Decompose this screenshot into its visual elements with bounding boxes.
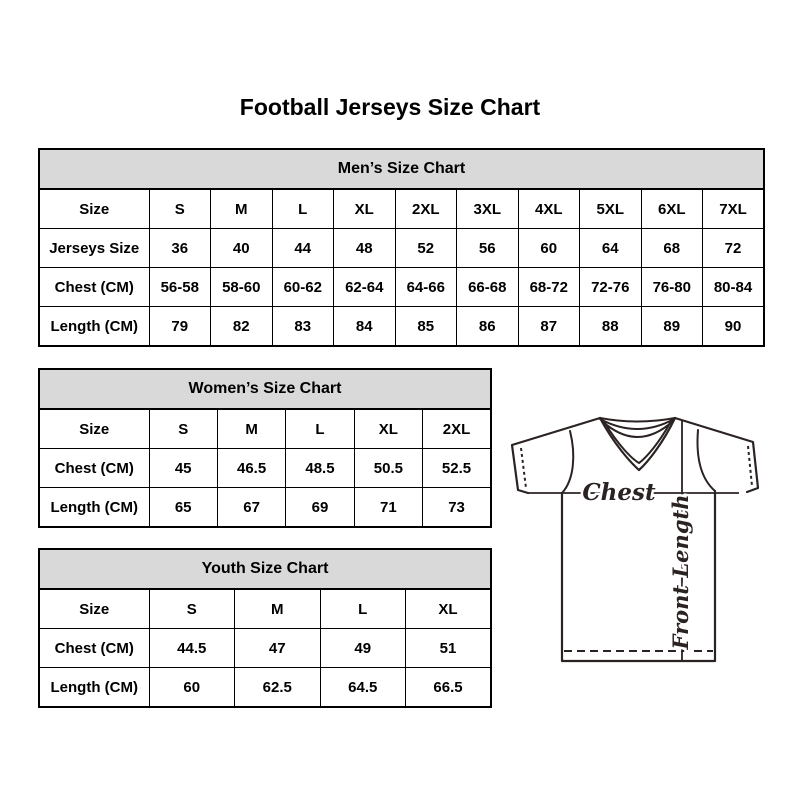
value-cell: 58-60 xyxy=(211,268,273,307)
value-cell: 44.5 xyxy=(149,629,235,668)
mens-table-title: Men’s Size Chart xyxy=(39,149,764,189)
value-cell: 52.5 xyxy=(423,449,491,488)
value-cell: 69 xyxy=(286,488,354,528)
jersey-right-cuff-stitch xyxy=(748,446,752,486)
youth-table-title: Youth Size Chart xyxy=(39,549,491,589)
womens-table-header-row xyxy=(39,369,491,409)
womens-table-title: Women’s Size Chart xyxy=(39,369,491,409)
table-row xyxy=(39,589,491,629)
value-cell: 72 xyxy=(703,229,765,268)
value-cell: 60-62 xyxy=(272,268,334,307)
value-cell: 62.5 xyxy=(235,668,321,708)
value-cell: 88 xyxy=(580,307,642,347)
value-cell: 65 xyxy=(149,488,217,528)
page-title: Football Jerseys Size Chart xyxy=(239,94,541,120)
value-cell: 83 xyxy=(272,307,334,347)
mens-table-body xyxy=(39,189,764,346)
youth-table-body xyxy=(39,589,491,707)
womens-size-table xyxy=(38,368,492,528)
value-cell: 82 xyxy=(211,307,273,347)
row-label-cell: Chest (CM) xyxy=(39,449,149,488)
value-cell: 2XL xyxy=(395,189,457,229)
row-label-cell: Size xyxy=(39,409,149,449)
row-label-cell: Chest (CM) xyxy=(39,268,149,307)
mens-table-header-row xyxy=(39,149,764,189)
value-cell: L xyxy=(320,589,406,629)
value-cell: M xyxy=(235,589,321,629)
jersey-right-sleeve xyxy=(675,418,758,492)
value-cell: 73 xyxy=(423,488,491,528)
jersey-left-cuff-stitch xyxy=(521,448,526,488)
value-cell: L xyxy=(272,189,334,229)
value-cell: 66.5 xyxy=(406,668,492,708)
womens-table-body xyxy=(39,409,491,527)
value-cell: 51 xyxy=(406,629,492,668)
value-cell: 3XL xyxy=(457,189,519,229)
row-label-cell: Length (CM) xyxy=(39,488,149,528)
value-cell: 52 xyxy=(395,229,457,268)
value-cell: 4XL xyxy=(518,189,580,229)
value-cell: 36 xyxy=(149,229,211,268)
mens-size-table xyxy=(38,148,765,347)
value-cell: XL xyxy=(406,589,492,629)
value-cell: L xyxy=(286,409,354,449)
jersey-collar-top xyxy=(600,418,675,422)
table-row xyxy=(39,189,764,229)
value-cell: 5XL xyxy=(580,189,642,229)
value-cell: 85 xyxy=(395,307,457,347)
value-cell: 7XL xyxy=(703,189,765,229)
value-cell: 89 xyxy=(641,307,703,347)
value-cell: M xyxy=(217,409,285,449)
jersey-measurement-diagram xyxy=(502,410,762,668)
row-label-cell: Jerseys Size xyxy=(39,229,149,268)
table-row xyxy=(39,629,491,668)
value-cell: M xyxy=(211,189,273,229)
row-label-cell: Chest (CM) xyxy=(39,629,149,668)
table-row xyxy=(39,307,764,347)
value-cell: 45 xyxy=(149,449,217,488)
value-cell: 2XL xyxy=(423,409,491,449)
value-cell: 6XL xyxy=(641,189,703,229)
table-row xyxy=(39,268,764,307)
value-cell: 48 xyxy=(334,229,396,268)
value-cell: 76-80 xyxy=(641,268,703,307)
value-cell: 80-84 xyxy=(703,268,765,307)
row-label-cell: Size xyxy=(39,589,149,629)
youth-table-header-row xyxy=(39,549,491,589)
value-cell: 48.5 xyxy=(286,449,354,488)
value-cell: 72-76 xyxy=(580,268,642,307)
value-cell: 68-72 xyxy=(518,268,580,307)
value-cell: 62-64 xyxy=(334,268,396,307)
value-cell: 60 xyxy=(518,229,580,268)
value-cell: 49 xyxy=(320,629,406,668)
value-cell: 40 xyxy=(211,229,273,268)
value-cell: S xyxy=(149,409,217,449)
row-label-cell: Length (CM) xyxy=(39,307,149,347)
value-cell: XL xyxy=(354,409,422,449)
value-cell: 56-58 xyxy=(149,268,211,307)
table-row xyxy=(39,668,491,708)
value-cell: XL xyxy=(334,189,396,229)
value-cell: S xyxy=(149,589,235,629)
value-cell: 60 xyxy=(149,668,235,708)
table-row xyxy=(39,229,764,268)
value-cell: S xyxy=(149,189,211,229)
table-row xyxy=(39,409,491,449)
jersey-left-armhole-seam xyxy=(562,431,573,493)
value-cell: 64-66 xyxy=(395,268,457,307)
value-cell: 79 xyxy=(149,307,211,347)
table-row xyxy=(39,488,491,528)
value-cell: 86 xyxy=(457,307,519,347)
value-cell: 44 xyxy=(272,229,334,268)
youth-size-table xyxy=(38,548,492,708)
jersey-right-armhole-seam xyxy=(698,430,715,491)
value-cell: 87 xyxy=(518,307,580,347)
value-cell: 64.5 xyxy=(320,668,406,708)
value-cell: 90 xyxy=(703,307,765,347)
row-label-cell: Length (CM) xyxy=(39,668,149,708)
value-cell: 64 xyxy=(580,229,642,268)
value-cell: 46.5 xyxy=(217,449,285,488)
value-cell: 67 xyxy=(217,488,285,528)
chest-measure-label: Chest xyxy=(582,479,656,506)
value-cell: 71 xyxy=(354,488,422,528)
row-label-cell: Size xyxy=(39,189,149,229)
front-length-measure-label: Front Length xyxy=(668,494,693,650)
value-cell: 66-68 xyxy=(457,268,519,307)
value-cell: 68 xyxy=(641,229,703,268)
value-cell: 56 xyxy=(457,229,519,268)
value-cell: 84 xyxy=(334,307,396,347)
table-row xyxy=(39,449,491,488)
value-cell: 47 xyxy=(235,629,321,668)
value-cell: 50.5 xyxy=(354,449,422,488)
